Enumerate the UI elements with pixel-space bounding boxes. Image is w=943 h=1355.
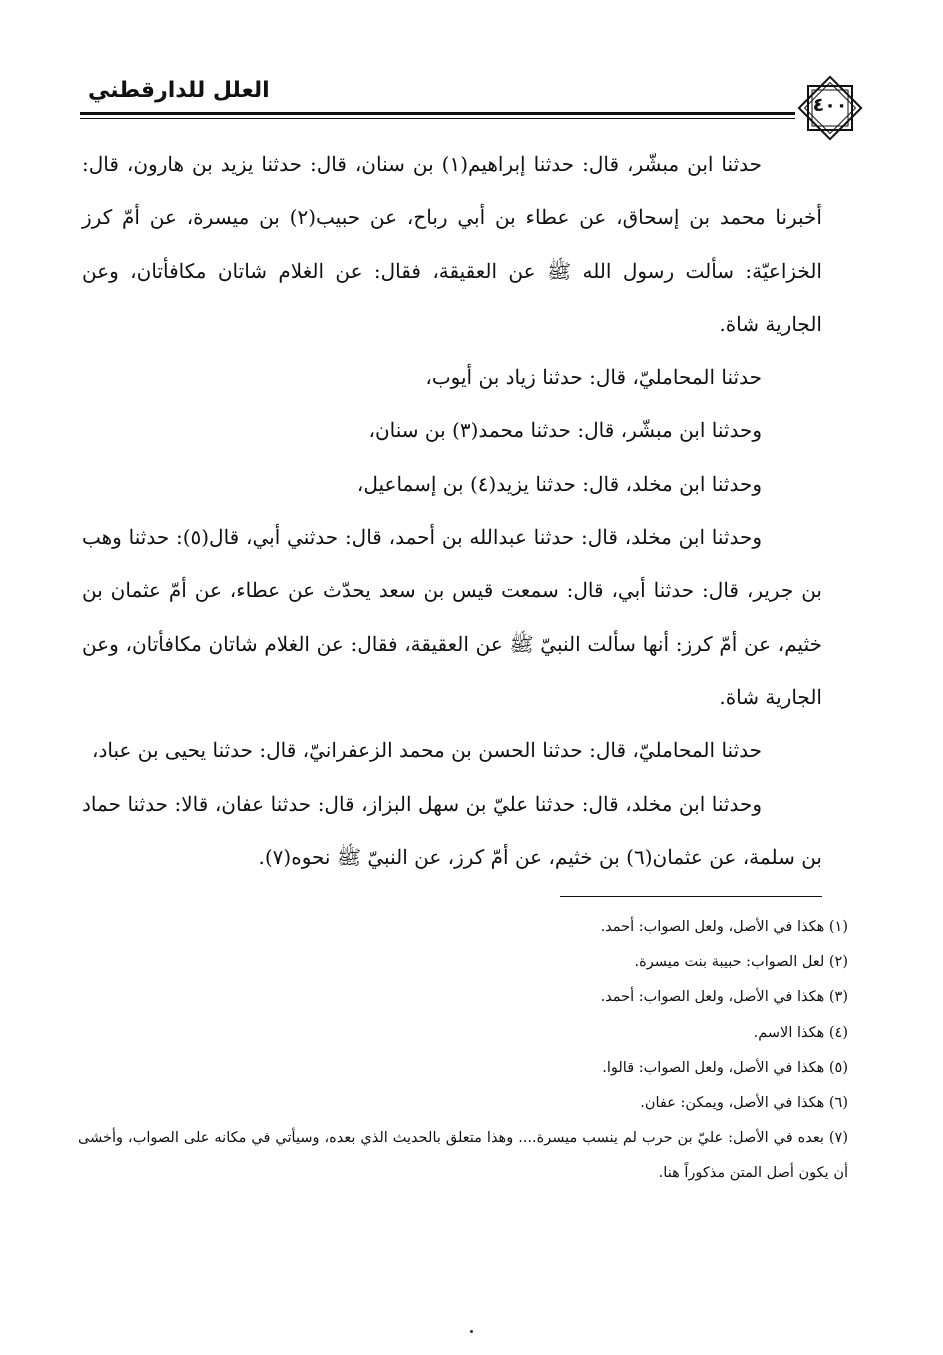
header-rule-thick — [80, 112, 795, 115]
page-header — [80, 72, 860, 132]
footnote: (٧) بعده في الأصل: عليّ بن حرب لم ينسب ميسرة.... وهذا متعلق بالحديث الذي بعده، وسيأتي في مكانه على الصواب، وأخشى أن يكون أصل المتن مذكوراً هنا. — [78, 1130, 848, 1182]
page-number: ٤٠٠ — [812, 94, 848, 116]
hadith-paragraph: حدثنا ابن مبشّر، قال: حدثنا إبراهيم(١) بن سنان، قال: حدثنا يزيد بن هارون، قال: أخبرنا محمد بن إسحاق، عن عطاء بن أبي رباح، عن حبيب(٢) بن ميسرة، عن أمّ كرز الخزاعيّة: سألت رسول الله ﷺ عن العقيقة، فقال: عن الغلام شاتان مكافأتان، وعن الجارية شاة. — [82, 152, 822, 336]
footnote-separator — [560, 896, 822, 897]
hadith-paragraph: حدثنا المحامليّ، قال: حدثنا الحسن بن محمد الزعفرانيّ، قال: حدثنا يحيى بن عباد، — [92, 738, 762, 763]
footnote: (٤) هكذا الاسم. — [753, 1024, 848, 1041]
hadith-paragraph: وحدثنا ابن مخلد، قال: حدثنا عبدالله بن أحمد، قال: حدثني أبي، قال(٥): حدثنا وهب بن جرير، قال: حدثنا أبي، قال: سمعت قيس بن سعد يحدّث عن عطاء، عن أمّ عثمان بن خثيم، عن أمّ كرز: أنها سألت النبيّ ﷺ عن العقيقة، فقال: عن الغلام شاتان مكافأتان، وعن الجارية شاة. — [82, 525, 822, 709]
scan-speck — [470, 1330, 473, 1333]
footnote: (٦) هكذا في الأصل، ويمكن: عفان. — [640, 1095, 848, 1112]
header-rule-thin — [80, 118, 795, 119]
page-number-badge — [794, 72, 866, 144]
hadith-paragraph: وحدثنا ابن مبشّر، قال: حدثنا محمد(٣) بن سنان، — [368, 418, 762, 443]
footnote: (٢) لعل الصواب: حبيبة بنت ميسرة. — [634, 954, 848, 971]
footnote: (٣) هكذا في الأصل، ولعل الصواب: أحمد. — [600, 989, 848, 1006]
main-text — [82, 138, 822, 884]
hadith-paragraph: وحدثنا ابن مخلد، قال: حدثنا عليّ بن سهل البزاز، قال: حدثنا عفان، قالا: حدثنا حماد بن سلمة، عن عثمان(٦) بن خثيم، عن أمّ كرز، عن النبيّ ﷺ نحوه(٧). — [82, 791, 822, 869]
footnotes — [78, 910, 848, 1192]
running-title: العلل للدارقطني — [88, 78, 270, 103]
hadith-paragraph: حدثنا المحامليّ، قال: حدثنا زياد بن أيوب، — [425, 365, 762, 390]
footnote: (١) هكذا في الأصل، ولعل الصواب: أحمد. — [600, 919, 848, 935]
footnote: (٥) هكذا في الأصل، ولعل الصواب: قالوا. — [602, 1059, 848, 1076]
hadith-paragraph: وحدثنا ابن مخلد، قال: حدثنا يزيد(٤) بن إسماعيل، — [356, 471, 762, 496]
